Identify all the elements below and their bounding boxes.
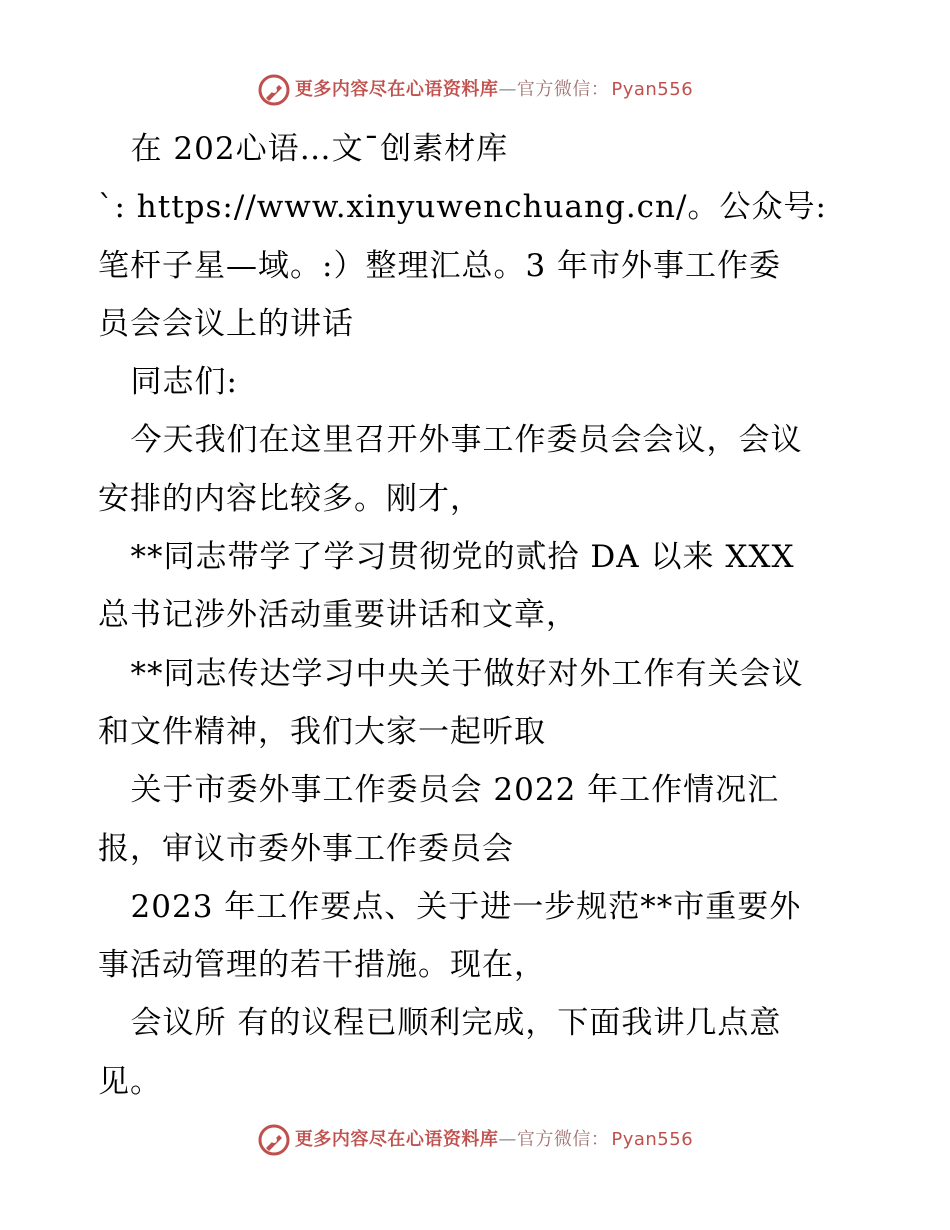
text-line: 今天我们在这里召开外事工作委员会会议，会议	[98, 422, 803, 459]
banner-slogan: 更多内容尽在心语资料库	[294, 79, 499, 100]
banner-wechat-id: Pyan556	[611, 1129, 694, 1150]
document-body	[98, 120, 858, 1111]
text-line: 同志们:	[98, 364, 239, 401]
text-line: 员会会议上的讲话	[98, 305, 354, 342]
text-line: `: https://www.xinyuwenchuang.cn/。公众号:	[98, 189, 827, 226]
text-line: 安排的内容比较多。刚才，	[98, 480, 482, 517]
text-line: 在 202心语…文¯创素材库	[98, 131, 509, 167]
header-banner	[0, 70, 950, 110]
banner-wechat-label: 官方微信：	[516, 79, 610, 100]
banner-dash: —	[498, 79, 517, 100]
banner-dash: —	[498, 1129, 517, 1150]
text-line: 和文件精神，我们大家一起听取	[98, 713, 546, 750]
banner-wechat-label: 官方微信：	[516, 1129, 610, 1150]
text-line: 见。	[98, 1063, 162, 1100]
banner-slogan: 更多内容尽在心语资料库	[294, 1129, 499, 1150]
text-line: **同志带学了学习贯彻党的贰拾 DA 以来 XXX	[98, 539, 795, 576]
text-line: **同志传达学习中央关于做好对外工作有关会议	[98, 655, 804, 692]
text-line: 事活动管理的若干措施。现在，	[98, 947, 546, 984]
pen-logo-icon	[257, 73, 291, 107]
text-line: 总书记涉外活动重要讲话和文章，	[98, 597, 578, 634]
footer-banner	[0, 1120, 950, 1160]
text-line: 会议所 有的议程已顺利完成，下面我讲几点意	[98, 1005, 782, 1042]
text-line: 2023 年工作要点、关于进一步规范**市重要外	[98, 888, 802, 925]
pen-logo-icon	[257, 1123, 291, 1157]
banner-wechat-id: Pyan556	[611, 79, 694, 100]
text-line: 报，审议市委外事工作委员会	[98, 830, 514, 867]
text-line: 关于市委外事工作委员会 2022 年工作情况汇	[98, 772, 780, 809]
text-line: 笔杆子星—域。:）整理汇总。3 年市外事工作委	[98, 247, 782, 284]
